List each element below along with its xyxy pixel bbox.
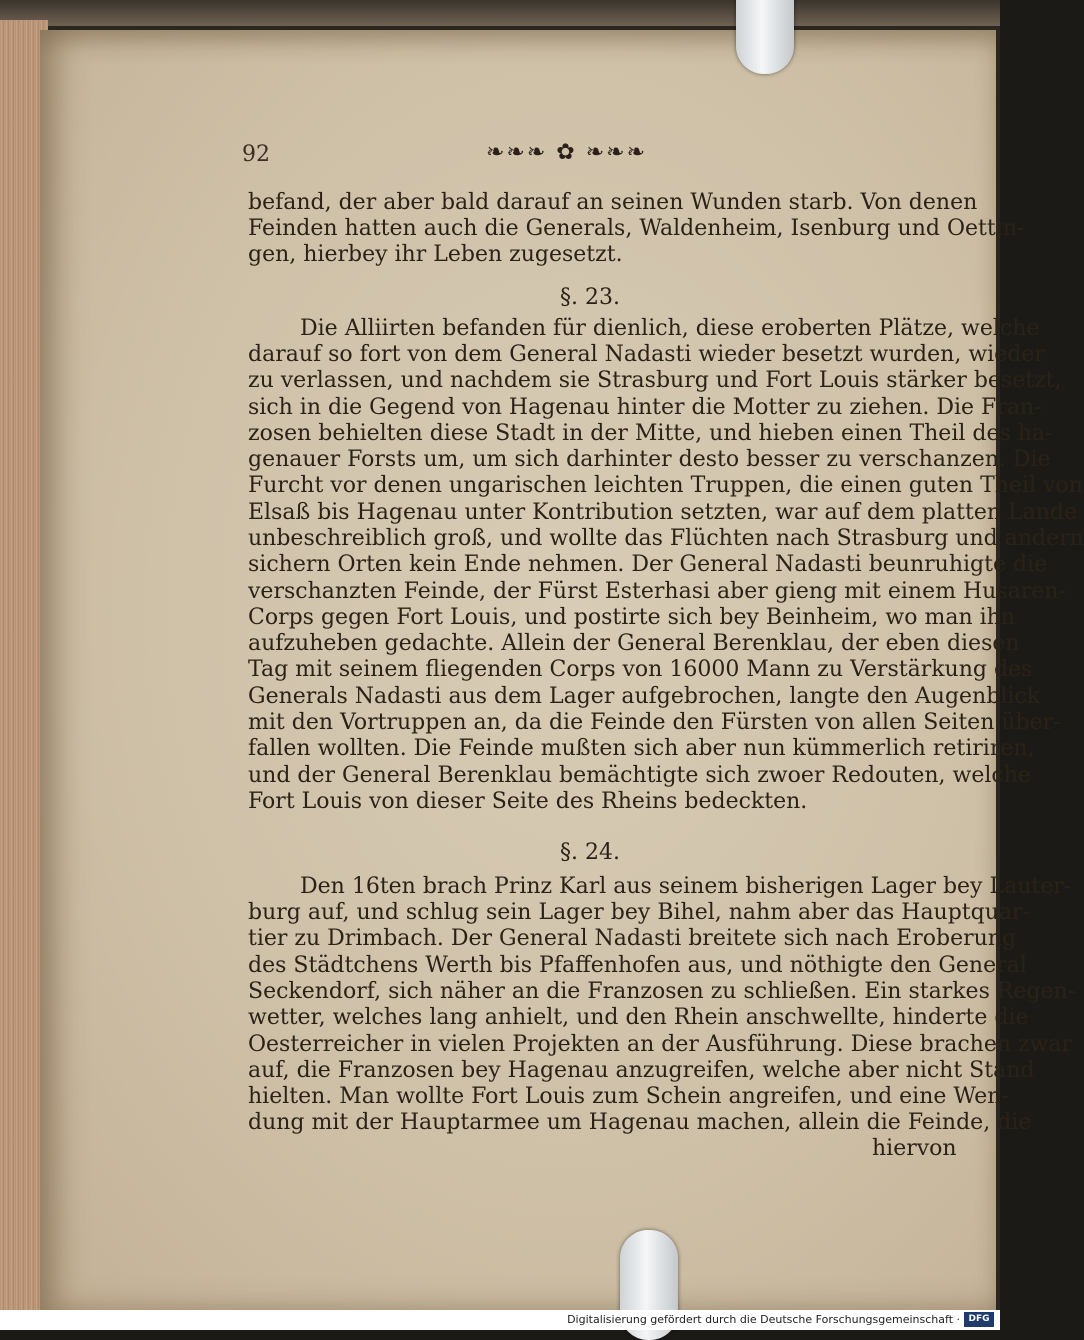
text-line: sich in die Gegend von Hagenau hinter die Motter zu ziehen. Die Fran- [248,395,1042,420]
text-line: Feinden hatten auch die Generals, Waldenheim, Isenburg und Oettin- [248,216,1025,241]
text-line: fallen wollten. Die Feinde mußten sich aber nun kümmerlich retiriren, [248,736,1035,761]
text-line: Die Alliirten befanden für dienlich, diese eroberten Plätze, welche [300,316,1040,341]
text-line: genauer Forsts um, um sich darhinter desto besser zu verschanzen. Die [248,447,1051,472]
footer-bar [0,1310,1000,1330]
page-number: 92 [242,142,270,167]
text-line: und der General Berenklau bemächtigte sich zwoer Redouten, welche [248,763,1031,788]
section-heading-23: §. 23. [560,285,620,310]
text-line: Tag mit seinem fliegenden Corps von 16000 Mann zu Verstärkung des [248,657,1033,682]
dfg-logo: DFG [964,1312,994,1327]
text-line: gen, hierbey ihr Leben zugesetzt. [248,242,623,267]
text-line: hielten. Man wollte Fort Louis zum Schein angreifen, und eine Wen- [248,1084,1009,1109]
text-line: Oesterreicher in vielen Projekten an der Ausführung. Diese brachen zwar [248,1032,1073,1057]
text-line: zosen behielten diese Stadt in der Mitte, und hieben einen Theil des ha- [248,421,1053,446]
text-line: tier zu Drimbach. Der General Nadasti breitete sich nach Eroberung [248,926,1017,951]
text-line: Den 16ten brach Prinz Karl aus seinem bisherigen Lager bey Lauter- [300,874,1072,899]
section-heading-24: §. 24. [560,840,620,865]
catchword: hiervon [872,1136,957,1161]
text-line: befand, der aber bald darauf an seinen Wunden starb. Von denen [248,190,978,215]
text-line: Furcht vor denen ungarischen leichten Truppen, die einen guten Theil von [248,473,1083,498]
text-line: dung mit der Hauptarmee um Hagenau machen, allein die Feinde, die [248,1110,1032,1135]
text-line: aufzuheben gedachte. Allein der General Berenklau, der eben diesen [248,631,1020,656]
text-line: verschanzten Feinde, der Fürst Esterhasi aber gieng mit einem Husaren- [248,579,1066,604]
text-line: darauf so fort von dem General Nadasti wieder besetzt wurden, wieder [248,342,1045,367]
text-line: Seckendorf, sich näher an die Franzosen zu schließen. Ein starkes Regen- [248,979,1076,1004]
text-line: Fort Louis von dieser Seite des Rheins bedeckten. [248,789,808,814]
text-line: mit den Vortruppen an, da die Feinde den Fürsten von allen Seiten über- [248,710,1061,735]
funding-notice: Digitalisierung gefördert durch die Deutsche Forschungsgemeinschaft · [567,1313,960,1326]
text-line: zu verlassen, und nachdem sie Strasburg und Fort Louis stärker besetzt, [248,368,1062,393]
text-line: auf, die Franzosen bey Hagenau anzugreifen, welche aber nicht Stand [248,1058,1035,1083]
text-line: wetter, welches lang anhielt, und den Rhein anschwellte, hinderte die [248,1005,1029,1030]
page-clip-top [736,0,794,74]
text-line: Corps gegen Fort Louis, und postirte sich bey Beinheim, wo man ihn [248,605,1015,630]
text-line: Generals Nadasti aus dem Lager aufgebrochen, langte den Augenblick [248,684,1041,709]
text-line: Elsaß bis Hagenau unter Kontribution setzten, war auf dem platten Lande [248,500,1078,525]
text-line: des Städtchens Werth bis Pfaffenhofen aus, und nöthigte den General [248,953,1027,978]
text-line: sichern Orten kein Ende nehmen. Der General Nadasti beunruhigte die [248,552,1048,577]
scan-top-edge [0,0,1000,26]
text-line: unbeschreiblich groß, und wollte das Flüchten nach Strasburg und andern [248,526,1084,551]
text-line: burg auf, und schlug sein Lager bey Bihel, nahm aber das Hauptquar- [248,900,1030,925]
header-ornament: ❧❧❧ ✿ ❧❧❧ [486,140,648,165]
